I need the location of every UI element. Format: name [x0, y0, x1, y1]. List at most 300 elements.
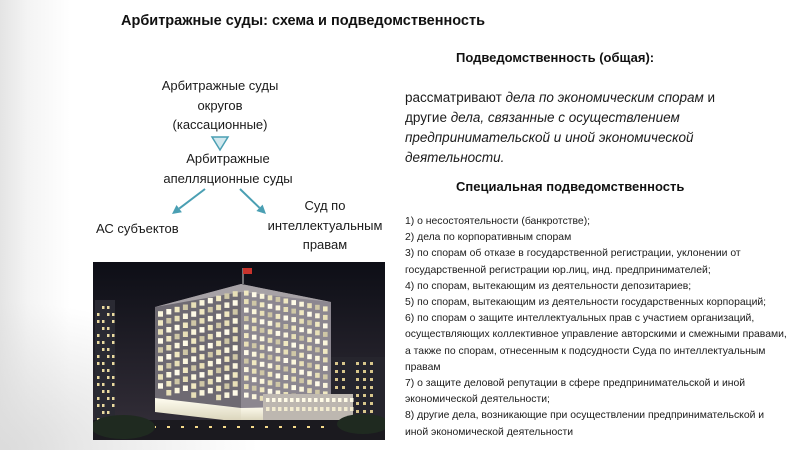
window-light: [175, 325, 180, 331]
window-light: [307, 388, 312, 393]
window-light: [216, 350, 221, 356]
window-light: [284, 324, 289, 329]
window-light: [252, 318, 257, 323]
window-light: [200, 390, 205, 396]
annex-light: [344, 407, 348, 411]
annex-light: [266, 398, 270, 402]
window-light: [244, 367, 249, 372]
tower-light: [97, 341, 100, 344]
window-light: [183, 350, 188, 356]
annex-light: [338, 398, 342, 402]
window-light: [315, 313, 320, 318]
window-light: [323, 357, 328, 362]
street-light: [321, 426, 324, 428]
annex-light: [266, 407, 270, 411]
window-light: [175, 388, 180, 394]
window-light: [216, 377, 221, 383]
window-light: [233, 291, 238, 297]
street-light: [209, 426, 212, 428]
window-light: [183, 368, 188, 374]
window-light: [183, 314, 188, 320]
window-light: [260, 311, 265, 316]
window-light: [291, 309, 296, 314]
window-light: [268, 338, 273, 343]
building-photo: [93, 262, 385, 440]
annex-light: [326, 407, 330, 411]
window-light: [200, 309, 205, 315]
window-light: [323, 332, 328, 337]
node-line: округов: [197, 97, 243, 113]
tower-light: [102, 383, 105, 386]
annex-light: [308, 398, 312, 402]
window-light: [260, 379, 265, 384]
window-light: [175, 343, 180, 349]
general-jurisdiction-text: [405, 88, 757, 168]
distant-light: [363, 362, 366, 365]
node-line: апелляционные суды: [163, 170, 293, 186]
window-light: [158, 365, 163, 371]
window-light: [284, 307, 289, 312]
arrow-down-left-icon: [172, 189, 205, 214]
distant-light: [370, 394, 373, 397]
annex-light: [272, 407, 276, 411]
window-light: [284, 316, 289, 321]
annex-light: [284, 398, 288, 402]
window-light: [276, 322, 281, 327]
window-light: [276, 339, 281, 344]
window-light: [244, 333, 249, 338]
window-light: [216, 314, 221, 320]
distant-light: [356, 386, 359, 389]
window-light: [268, 372, 273, 377]
tower-light: [102, 404, 105, 407]
tower-light: [97, 355, 100, 358]
tower-light: [97, 313, 100, 316]
tower-light: [112, 404, 115, 407]
window-light: [323, 315, 328, 320]
annex-light: [338, 407, 342, 411]
window-light: [284, 367, 289, 372]
window-light: [244, 342, 249, 347]
window-light: [299, 361, 304, 366]
distant-light: [363, 402, 366, 405]
window-light: [166, 327, 171, 333]
window-light: [299, 336, 304, 341]
window-light: [252, 343, 257, 348]
window-light: [276, 365, 281, 370]
window-light: [260, 319, 265, 324]
list-item: 4) по спорам, вытекающим из деятельности депозитариев;: [405, 280, 692, 292]
distant-light: [342, 370, 345, 373]
window-light: [291, 377, 296, 382]
window-light: [291, 334, 296, 339]
window-light: [158, 320, 163, 326]
window-light: [224, 374, 229, 380]
window-light: [233, 345, 238, 351]
window-light: [284, 384, 289, 389]
window-light: [208, 379, 213, 385]
distant-light: [370, 362, 373, 365]
window-light: [291, 368, 296, 373]
list-item: 7) о защите деловой репутации в сфере предпринимательской и иной экономической деятельности;: [405, 378, 746, 406]
window-light: [323, 340, 328, 345]
tower-light: [107, 411, 110, 414]
distant-light: [370, 410, 373, 413]
node-line: Арбитражные: [186, 151, 270, 166]
window-light: [158, 338, 163, 344]
distant-light: [356, 402, 359, 405]
window-light: [216, 296, 221, 302]
tower-light: [102, 320, 105, 323]
window-light: [307, 320, 312, 325]
tower-light: [112, 397, 115, 400]
window-light: [183, 332, 188, 338]
flag: [243, 268, 252, 274]
window-light: [260, 362, 265, 367]
distant-light: [363, 370, 366, 373]
list-item: 2) дела по корпоративным спорам: [405, 232, 572, 244]
window-light: [323, 323, 328, 328]
tower-light: [107, 327, 110, 330]
distant-light: [335, 386, 338, 389]
tower-light: [107, 306, 110, 309]
annex-light: [302, 398, 306, 402]
list-item: 8) другие дела, возникающие при осуществлении предпринимательской и иной экономической деятельности: [405, 410, 765, 438]
window-light: [191, 356, 196, 362]
window-light: [233, 390, 238, 396]
window-light: [208, 361, 213, 367]
window-light: [299, 319, 304, 324]
window-light: [299, 378, 304, 383]
window-light: [284, 299, 289, 304]
window-light: [260, 353, 265, 358]
window-light: [224, 347, 229, 353]
window-light: [268, 363, 273, 368]
window-light: [166, 318, 171, 324]
window-light: [315, 322, 320, 327]
window-light: [224, 311, 229, 317]
window-light: [224, 293, 229, 299]
window-light: [260, 328, 265, 333]
distant-light: [335, 370, 338, 373]
street-light: [237, 426, 240, 428]
tower-light: [97, 362, 100, 365]
node-line: Арбитражные суды: [161, 78, 279, 93]
window-light: [175, 316, 180, 322]
window-light: [175, 352, 180, 358]
distant-light: [370, 378, 373, 381]
window-light: [233, 363, 238, 369]
window-light: [252, 360, 257, 365]
window-light: [323, 366, 328, 371]
window-light: [183, 305, 188, 311]
node-line: интеллектуальным: [267, 217, 383, 233]
window-light: [200, 363, 205, 369]
slide-title: Арбитражные суды: схема и подведомственность: [121, 13, 486, 29]
window-light: [191, 347, 196, 353]
distant-light: [356, 394, 359, 397]
window-light: [291, 360, 296, 365]
tower-light: [97, 334, 100, 337]
tower-light: [102, 341, 105, 344]
window-light: [216, 386, 221, 392]
distant-light: [342, 362, 345, 365]
tower-light: [102, 390, 105, 393]
window-light: [315, 330, 320, 335]
annex-light: [290, 407, 294, 411]
distant-light: [370, 370, 373, 373]
window-light: [224, 302, 229, 308]
tower-light: [112, 355, 115, 358]
window-light: [276, 297, 281, 302]
window-light: [208, 334, 213, 340]
window-light: [183, 386, 188, 392]
window-light: [307, 380, 312, 385]
tower-light: [112, 341, 115, 344]
annex-light: [296, 398, 300, 402]
window-light: [260, 336, 265, 341]
window-light: [284, 358, 289, 363]
window-light: [183, 377, 188, 383]
tower-light: [107, 390, 110, 393]
window-light: [208, 307, 213, 313]
window-light: [216, 341, 221, 347]
annex-light: [344, 398, 348, 402]
window-light: [224, 365, 229, 371]
window-light: [315, 373, 320, 378]
tower-light: [102, 306, 105, 309]
window-light: [158, 383, 163, 389]
window-light: [175, 307, 180, 313]
window-light: [284, 333, 289, 338]
window-light: [299, 370, 304, 375]
annex-light: [326, 398, 330, 402]
window-light: [200, 336, 205, 342]
window-light: [224, 320, 229, 326]
window-light: [166, 336, 171, 342]
tower-light: [107, 313, 110, 316]
annex-light: [302, 407, 306, 411]
window-light: [252, 386, 257, 391]
window-light: [299, 310, 304, 315]
window-light: [175, 361, 180, 367]
window-light: [158, 311, 163, 317]
window-light: [200, 354, 205, 360]
window-light: [166, 354, 171, 360]
window-light: [252, 352, 257, 357]
window-light: [200, 372, 205, 378]
window-light: [315, 381, 320, 386]
window-light: [291, 343, 296, 348]
window-light: [291, 385, 296, 390]
window-light: [233, 300, 238, 306]
window-light: [252, 301, 257, 306]
list-item: 5) по спорам, вытекающим из деятельности государственных корпораций;: [405, 297, 767, 309]
tower-light: [102, 369, 105, 372]
window-light: [315, 364, 320, 369]
window-light: [191, 302, 196, 308]
window-light: [244, 325, 249, 330]
window-light: [166, 345, 171, 351]
street-light: [181, 426, 184, 428]
node-ip-court: [250, 196, 400, 255]
node-cassation-courts: [140, 76, 300, 135]
annex-light: [320, 398, 324, 402]
window-light: [276, 305, 281, 310]
window-light: [191, 329, 196, 335]
tower-light: [107, 334, 110, 337]
tower-light: [97, 376, 100, 379]
annex-light: [320, 407, 324, 411]
tower-light: [97, 383, 100, 386]
window-light: [216, 332, 221, 338]
window-light: [323, 349, 328, 354]
annex-light: [314, 407, 318, 411]
window-light: [291, 300, 296, 305]
tower-light: [112, 334, 115, 337]
window-light: [260, 370, 265, 375]
window-light: [307, 346, 312, 351]
node-line: правам: [302, 237, 348, 252]
window-light: [191, 383, 196, 389]
window-light: [260, 302, 265, 307]
annex-light: [308, 407, 312, 411]
window-light: [233, 327, 238, 333]
window-light: [224, 356, 229, 362]
window-light: [200, 345, 205, 351]
text-part: рассматривают: [405, 90, 506, 105]
window-light: [200, 327, 205, 333]
distant-light: [356, 410, 359, 413]
street-light: [167, 426, 170, 428]
window-light: [284, 375, 289, 380]
trees-left: [93, 415, 155, 439]
window-light: [158, 374, 163, 380]
window-light: [158, 356, 163, 362]
window-light: [276, 314, 281, 319]
window-light: [166, 390, 171, 396]
window-light: [252, 394, 257, 399]
window-light: [191, 365, 196, 371]
tower-light: [107, 376, 110, 379]
window-light: [315, 305, 320, 310]
tower-light: [102, 411, 105, 414]
window-light: [244, 359, 249, 364]
window-light: [268, 380, 273, 385]
list-item: 6) по спорам о защите интеллектуальных прав с участием организаций, осуществляющих коллективное управление авторскими и смежными правами, а также по спорам, отнесенным к подсудности Суда по интеллектуальным правам: [405, 313, 787, 373]
street-light: [307, 426, 310, 428]
window-light: [191, 338, 196, 344]
building-illustration: [93, 262, 385, 440]
window-light: [323, 306, 328, 311]
window-light: [244, 393, 249, 398]
window-light: [252, 377, 257, 382]
distant-light: [356, 362, 359, 365]
annex-light: [350, 398, 354, 402]
tower-light: [112, 376, 115, 379]
tower-light: [112, 313, 115, 316]
window-light: [208, 325, 213, 331]
window-light: [315, 356, 320, 361]
window-light: [183, 341, 188, 347]
window-light: [307, 363, 312, 368]
window-light: [323, 383, 328, 388]
distant-light: [342, 386, 345, 389]
window-light: [200, 300, 205, 306]
annex-light: [284, 407, 288, 411]
tower-light: [97, 320, 100, 323]
distant-light: [370, 402, 373, 405]
window-light: [244, 308, 249, 313]
distant-light: [335, 378, 338, 381]
window-light: [191, 374, 196, 380]
window-light: [315, 347, 320, 352]
street-light: [195, 426, 198, 428]
distant-light: [370, 386, 373, 389]
node-line: Суд по: [304, 198, 346, 213]
window-light: [252, 335, 257, 340]
annex-light: [332, 398, 336, 402]
window-light: [208, 343, 213, 349]
window-light: [307, 312, 312, 317]
tower-light: [107, 397, 110, 400]
window-light: [299, 387, 304, 392]
window-light: [252, 326, 257, 331]
window-light: [252, 292, 257, 297]
annex-light: [278, 398, 282, 402]
window-light: [307, 329, 312, 334]
window-light: [183, 359, 188, 365]
special-jurisdiction-heading: Специальная подведомственность: [456, 179, 685, 194]
window-light: [200, 318, 205, 324]
window-light: [233, 336, 238, 342]
window-light: [233, 354, 238, 360]
node-subject-courts: АС субъектов: [96, 221, 179, 236]
node-appeal-courts: [148, 149, 308, 188]
window-light: [323, 374, 328, 379]
window-light: [244, 350, 249, 355]
window-light: [216, 305, 221, 311]
distant-light: [356, 378, 359, 381]
tower-light: [107, 369, 110, 372]
window-light: [208, 388, 213, 394]
window-light: [315, 339, 320, 344]
distant-light: [356, 370, 359, 373]
window-light: [307, 337, 312, 342]
window-light: [216, 323, 221, 329]
general-jurisdiction-heading: Подведомственность (общая):: [456, 50, 655, 65]
annex-light: [332, 407, 336, 411]
annex-light: [278, 407, 282, 411]
window-light: [191, 311, 196, 317]
window-light: [244, 376, 249, 381]
window-light: [276, 373, 281, 378]
tower-light: [112, 383, 115, 386]
window-light: [268, 321, 273, 326]
window-light: [166, 363, 171, 369]
window-light: [224, 383, 229, 389]
window-light: [175, 379, 180, 385]
window-light: [191, 320, 196, 326]
window-light: [276, 356, 281, 361]
tower-light: [107, 355, 110, 358]
window-light: [208, 370, 213, 376]
text-part-italic: дела по экономическим спорам: [505, 90, 704, 105]
window-light: [299, 327, 304, 332]
window-light: [291, 351, 296, 356]
window-light: [233, 372, 238, 378]
annex-light: [296, 407, 300, 411]
